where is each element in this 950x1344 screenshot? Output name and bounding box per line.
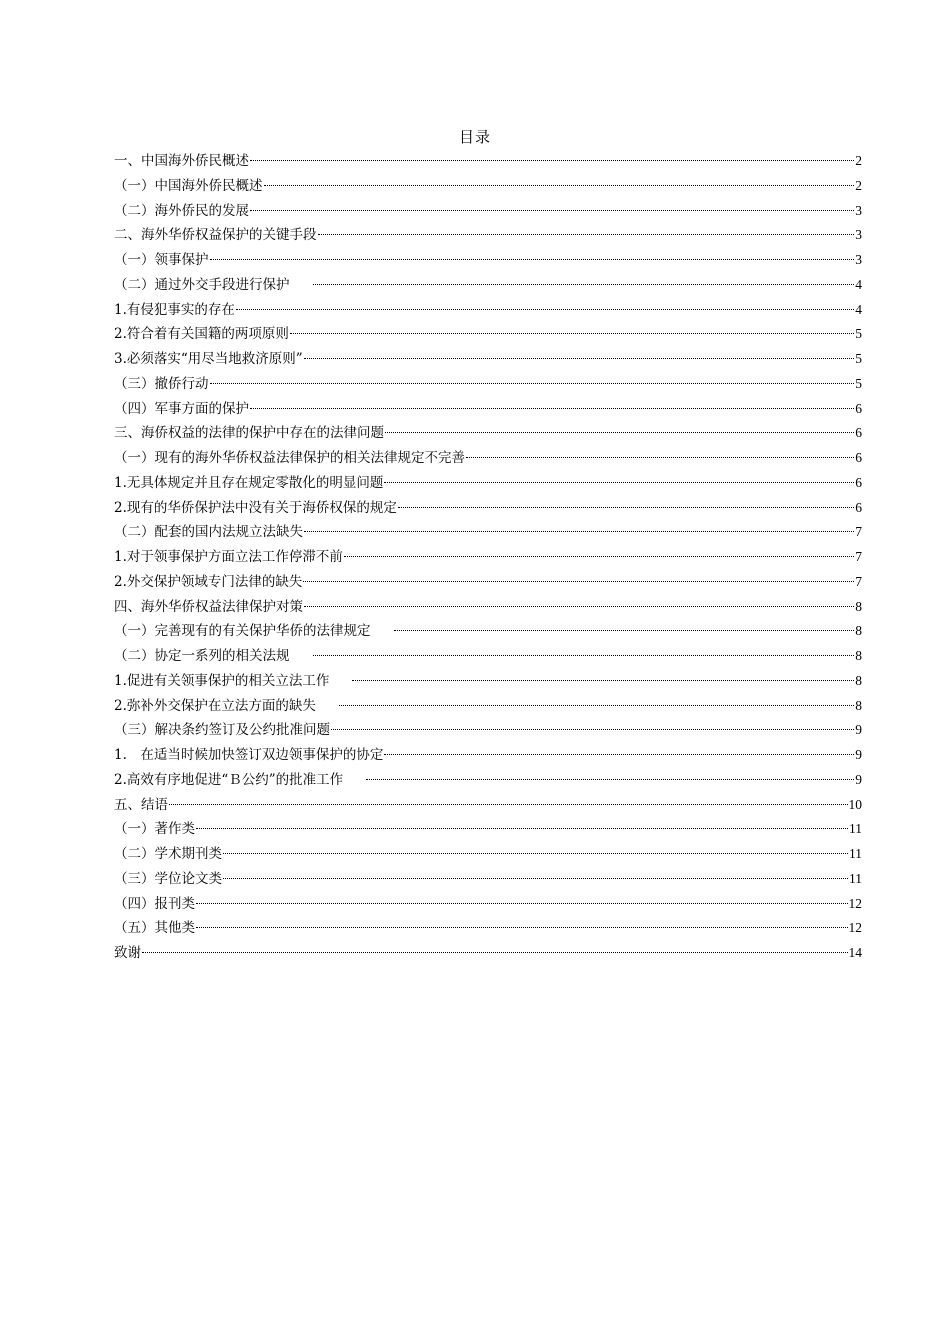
toc-page-number: 3 bbox=[855, 252, 862, 267]
toc-dot-leader bbox=[384, 482, 854, 483]
toc-entry-label: 2.外交保护领域专门法律的缺失 bbox=[114, 573, 303, 590]
toc-dot-leader bbox=[304, 606, 854, 607]
toc-entry[interactable] bbox=[114, 446, 862, 471]
toc-title: 目录 bbox=[458, 128, 491, 146]
toc-page-number: 11 bbox=[849, 846, 862, 861]
toc-page-number: 3 bbox=[855, 227, 862, 243]
toc-dot-leader bbox=[196, 903, 848, 904]
toc-page-number: 14 bbox=[848, 945, 862, 960]
toc-page-number: 7 bbox=[855, 549, 862, 564]
toc-page-number: 11 bbox=[849, 821, 862, 837]
toc-entry-label: （四）军事方面的保护 bbox=[114, 400, 249, 417]
toc-entry[interactable] bbox=[114, 174, 862, 199]
toc-entry-label: （三）学位论文类 bbox=[114, 870, 222, 887]
toc-dot-leader bbox=[236, 309, 854, 310]
toc-entry[interactable] bbox=[114, 669, 862, 694]
toc-page-number: 5 bbox=[855, 326, 862, 342]
toc-page-number: 10 bbox=[848, 796, 862, 812]
toc-entry[interactable] bbox=[114, 793, 862, 818]
toc-page-number: 8 bbox=[855, 598, 862, 614]
toc-dot-leader bbox=[366, 779, 854, 780]
toc-dot-leader bbox=[210, 259, 855, 260]
toc-entry[interactable] bbox=[114, 644, 862, 669]
toc-entry[interactable] bbox=[114, 421, 862, 446]
toc-entry[interactable] bbox=[114, 223, 862, 248]
toc-dot-leader bbox=[250, 408, 854, 409]
toc-entry-label: 致谢 bbox=[114, 945, 141, 961]
toc-dot-leader bbox=[384, 754, 854, 755]
toc-page-number: 6 bbox=[855, 400, 862, 416]
toc-dot-leader bbox=[210, 383, 855, 384]
toc-entry-label: 1.无具体规定并且存在规定零散化的明显问题 bbox=[114, 474, 384, 491]
toc-page-number: 5 bbox=[855, 351, 862, 366]
toc-entry[interactable] bbox=[114, 916, 862, 941]
toc-entry[interactable] bbox=[114, 619, 862, 644]
toc-entry-label: （二）通过外交手段进行保护 bbox=[114, 276, 290, 293]
toc-entry[interactable] bbox=[114, 694, 862, 719]
toc-entry[interactable] bbox=[114, 471, 862, 496]
toc-dot-leader bbox=[223, 853, 848, 854]
toc-entry[interactable] bbox=[114, 322, 862, 347]
toc-entry-label: （一）著作类 bbox=[114, 821, 195, 838]
toc-entry-label: （三）撤侨行动 bbox=[114, 375, 209, 392]
toc-page-number: 4 bbox=[855, 276, 862, 292]
toc-page-number: 7 bbox=[855, 524, 862, 540]
toc-entry-label: 1. 在适当时候加快签订双边领事保护的协定 bbox=[114, 747, 384, 763]
toc-entry-label: （五）其他类 bbox=[114, 920, 195, 937]
toc-entry-label: 一、中国海外侨民概述 bbox=[114, 153, 249, 169]
toc-dot-leader bbox=[385, 432, 854, 433]
toc-entry-label: 五、结语 bbox=[114, 796, 168, 813]
toc-entry[interactable] bbox=[114, 298, 862, 323]
toc-entry-label: 四、海外华侨权益法律保护对策 bbox=[114, 598, 303, 615]
toc-dot-leader bbox=[352, 680, 854, 681]
toc-dot-leader bbox=[303, 581, 854, 582]
toc-entry-label: 2.符合着有关国籍的两项原则 bbox=[114, 326, 289, 343]
toc-dot-leader bbox=[331, 729, 854, 730]
toc-dot-leader bbox=[142, 952, 848, 953]
toc-dot-leader bbox=[313, 284, 855, 285]
toc-entry-label: 2.高效有序地促进“Ｂ公约”的批准工作 bbox=[114, 771, 344, 788]
toc-page-number: 9 bbox=[855, 771, 862, 787]
toc-dot-leader bbox=[196, 927, 848, 928]
toc-page-number: 4 bbox=[855, 301, 862, 317]
toc-entry-label: 1.有侵犯事实的存在 bbox=[114, 301, 235, 318]
toc-entry-label: （二）海外侨民的发展 bbox=[114, 202, 249, 219]
toc-page-number: 8 bbox=[855, 623, 862, 639]
toc-dot-leader bbox=[290, 333, 854, 334]
toc-entry[interactable] bbox=[114, 520, 862, 545]
toc-entry[interactable] bbox=[114, 892, 862, 917]
toc-dot-leader bbox=[304, 531, 854, 532]
toc-entry-label: 3.必须落实“用尽当地救济原则” bbox=[114, 351, 303, 367]
toc-entry[interactable] bbox=[114, 743, 862, 768]
toc-entry[interactable] bbox=[114, 545, 862, 570]
toc-dot-leader bbox=[394, 630, 855, 631]
toc-page-number: 5 bbox=[855, 375, 862, 391]
toc-page-number: 11 bbox=[849, 870, 862, 886]
toc-dot-leader bbox=[304, 358, 855, 359]
toc-page-number: 9 bbox=[855, 722, 862, 738]
toc-dot-leader bbox=[318, 234, 855, 235]
toc-entry-label: （一）领事保护 bbox=[114, 252, 209, 268]
toc-dot-leader bbox=[339, 705, 854, 706]
toc-page-number: 12 bbox=[848, 895, 862, 911]
toc-entry-label: （四）报刊类 bbox=[114, 895, 195, 912]
toc-entry[interactable] bbox=[114, 496, 862, 521]
toc-page-number: 2 bbox=[855, 153, 862, 168]
toc-entry-label: （一）完善现有的有关保护华侨的法律规定 bbox=[114, 623, 371, 640]
toc-dot-leader bbox=[264, 185, 855, 186]
toc-entry[interactable] bbox=[114, 347, 862, 372]
toc-page-number: 6 bbox=[855, 474, 862, 490]
toc-dot-leader bbox=[313, 655, 855, 656]
toc-entry[interactable] bbox=[114, 372, 862, 397]
toc-page-number: 7 bbox=[855, 573, 862, 589]
toc-dot-leader bbox=[398, 507, 854, 508]
toc-entry-label: （一）现有的海外华侨权益法律保护的相关法律规定不完善 bbox=[114, 450, 465, 466]
toc-page-number: 2 bbox=[855, 177, 862, 193]
toc-entry-label: 1.对于领事保护方面立法工作停滞不前 bbox=[114, 549, 343, 565]
toc-entry-label: （二）学术期刊类 bbox=[114, 846, 222, 862]
toc-entry-label: （一）中国海外侨民概述 bbox=[114, 177, 263, 194]
toc-page-number: 12 bbox=[848, 920, 862, 936]
toc-entry[interactable] bbox=[114, 842, 862, 867]
toc-dot-leader bbox=[196, 828, 848, 829]
toc-entry[interactable] bbox=[114, 149, 862, 174]
toc-entry-label: 1.促进有关领事保护的相关立法工作 bbox=[114, 672, 330, 689]
toc-page-number: 6 bbox=[855, 450, 862, 465]
toc-page-number: 6 bbox=[855, 425, 862, 441]
toc-dot-leader bbox=[169, 804, 848, 805]
toc-dot-leader bbox=[466, 457, 854, 458]
toc-page-number: 6 bbox=[855, 499, 862, 515]
toc-entry[interactable] bbox=[114, 273, 862, 298]
toc-entry[interactable] bbox=[114, 867, 862, 892]
toc-page-number: 3 bbox=[855, 202, 862, 218]
toc-entry-label: （二）配套的国内法规立法缺失 bbox=[114, 524, 303, 541]
toc-entry-label: 2.现有的华侨保护法中没有关于海侨权保的规定 bbox=[114, 499, 397, 516]
toc-entry[interactable] bbox=[114, 397, 862, 422]
toc-dot-leader bbox=[344, 556, 854, 557]
toc-dot-leader bbox=[223, 878, 848, 879]
toc-entry-label: 2.弥补外交保护在立法方面的缺失 bbox=[114, 697, 316, 714]
toc-page-number: 9 bbox=[855, 747, 862, 762]
toc-entry[interactable] bbox=[114, 248, 862, 273]
toc-entry[interactable] bbox=[114, 817, 862, 842]
toc-entry[interactable] bbox=[114, 199, 862, 224]
toc-page-number: 8 bbox=[855, 672, 862, 688]
toc-entry[interactable] bbox=[114, 768, 862, 793]
table-of-contents bbox=[114, 149, 862, 966]
toc-entry-label: 二、海外华侨权益保护的关键手段 bbox=[114, 227, 317, 244]
toc-page-number: 8 bbox=[855, 697, 862, 713]
toc-dot-leader bbox=[250, 210, 854, 211]
toc-entry-label: （二）协定一系列的相关法规 bbox=[114, 648, 290, 664]
toc-entry-label: （三）解决条约签订及公约批准问题 bbox=[114, 722, 330, 739]
toc-entry[interactable] bbox=[114, 570, 862, 595]
toc-entry[interactable] bbox=[114, 718, 862, 743]
toc-dot-leader bbox=[250, 160, 854, 161]
toc-page-number: 8 bbox=[855, 648, 862, 663]
toc-entry-label: 三、海侨权益的法律的保护中存在的法律问题 bbox=[114, 425, 384, 442]
toc-entry[interactable] bbox=[114, 941, 862, 966]
toc-entry[interactable] bbox=[114, 595, 862, 620]
